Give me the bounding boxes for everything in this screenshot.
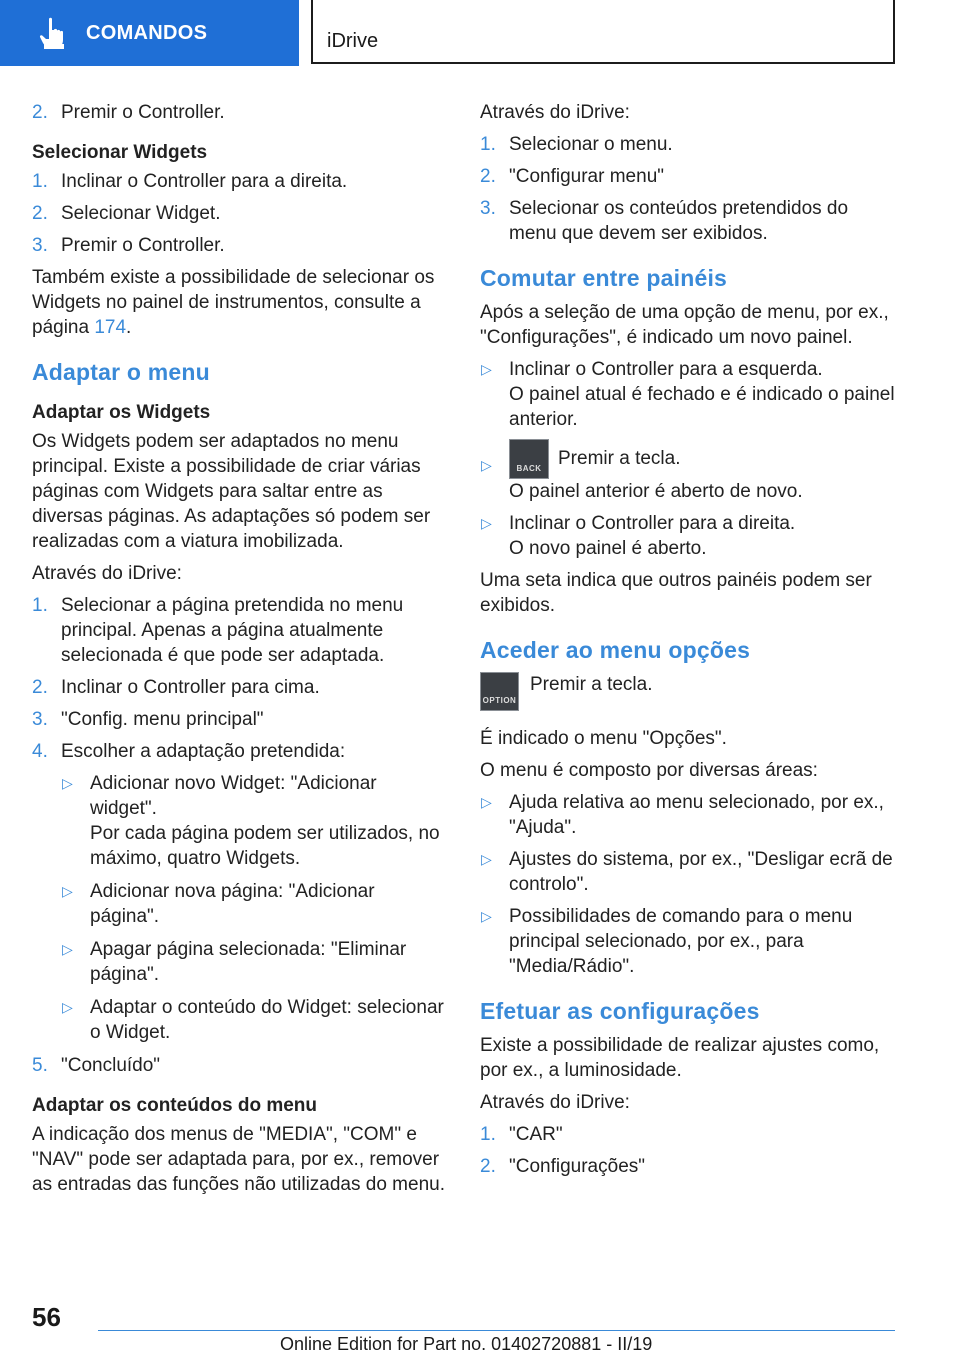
heading-adapt-widgets: Adaptar os Widgets bbox=[32, 402, 211, 423]
step-text: "Configurar menu" bbox=[509, 166, 665, 187]
paragraph: É indicado o menu "Opções". bbox=[480, 728, 727, 749]
bullet-text: Ajustes do sistema, por ex., "Desligar ecrã de controlo". bbox=[509, 849, 893, 895]
step-number: 1. bbox=[32, 171, 48, 192]
footer-edition: Online Edition for Part no. 01402720881 - II/19 bbox=[280, 1334, 653, 1354]
step-item bbox=[32, 675, 448, 700]
step-item bbox=[32, 201, 448, 226]
bullet-note: O novo painel é aberto. bbox=[509, 538, 707, 559]
triangle-bullet-icon: ▷ bbox=[481, 515, 492, 531]
step-item bbox=[32, 1053, 448, 1078]
page-header bbox=[0, 0, 960, 66]
step-number: 2. bbox=[32, 203, 48, 224]
option-note: Por cada página podem ser utilizados, no máximo, quatro Widgets. bbox=[90, 823, 440, 869]
step-text: Selecionar os conteúdos pretendidos do menu que devem ser exibidos. bbox=[509, 198, 849, 244]
triangle-bullet-icon: ▷ bbox=[481, 361, 492, 377]
adapt-widgets-steps bbox=[32, 593, 448, 1078]
step-item bbox=[480, 164, 896, 189]
option-key-text: Premir a tecla. bbox=[530, 674, 653, 695]
back-key-label: BACK bbox=[516, 464, 542, 473]
step-number: 2. bbox=[32, 677, 48, 698]
triangle-bullet-icon: ▷ bbox=[62, 941, 73, 957]
step-number: 3. bbox=[480, 198, 496, 219]
step-number: 3. bbox=[32, 709, 48, 730]
step-number: 3. bbox=[32, 235, 48, 256]
option-key-label: OPTION bbox=[482, 696, 517, 705]
paragraph: Após a seleção de uma opção de menu, por ex., "Configurações", é indicado um novo painel. bbox=[480, 302, 889, 348]
step-text: Escolher a adaptação pretendida: bbox=[61, 741, 346, 762]
step-text: "Config. menu principal" bbox=[61, 709, 264, 730]
bullet-item bbox=[480, 357, 896, 432]
step-item bbox=[32, 169, 448, 194]
option-text: Adicionar novo Widget: "Adicionar widget". bbox=[90, 773, 377, 819]
triangle-bullet-icon: ▷ bbox=[481, 794, 492, 810]
step-text: Inclinar o Controller para a direita. bbox=[61, 171, 348, 192]
step-item bbox=[32, 233, 448, 258]
triangle-bullet-icon: ▷ bbox=[481, 457, 492, 473]
switch-panels-list bbox=[480, 357, 896, 561]
paragraph bbox=[32, 265, 448, 340]
option-item bbox=[61, 771, 448, 871]
right-column bbox=[480, 100, 896, 1186]
step-text: Premir o Controller. bbox=[61, 235, 225, 256]
paragraph: Através do iDrive: bbox=[480, 102, 630, 123]
triangle-bullet-icon: ▷ bbox=[481, 851, 492, 867]
step-number: 1. bbox=[480, 1124, 496, 1145]
options-areas-list bbox=[480, 790, 896, 979]
triangle-bullet-icon: ▷ bbox=[62, 999, 73, 1015]
bullet-item bbox=[480, 439, 896, 504]
paragraph: Uma seta indica que outros painéis podem ser exibidos. bbox=[480, 570, 872, 616]
step-item bbox=[32, 100, 448, 125]
bullet-text: Inclinar o Controller para a direita. bbox=[509, 513, 796, 534]
step-text: Premir o Controller. bbox=[61, 102, 225, 123]
step-number: 4. bbox=[32, 741, 48, 762]
settings-steps bbox=[480, 1122, 896, 1179]
heading-adapt-content: Adaptar os conteúdos do menu bbox=[32, 1095, 318, 1116]
bullet-text: Inclinar o Controller para a esquerda. bbox=[509, 359, 823, 380]
section-tab bbox=[311, 0, 895, 64]
option-text: Adicionar nova página: "Adicionar página". bbox=[90, 881, 375, 927]
page-link[interactable]: 174 bbox=[94, 317, 127, 338]
step-number: 1. bbox=[480, 134, 496, 155]
step-item bbox=[480, 1154, 896, 1179]
adaptation-options bbox=[61, 771, 448, 1045]
step-item bbox=[32, 707, 448, 732]
select-widgets-steps bbox=[32, 169, 448, 258]
step-item bbox=[480, 132, 896, 157]
step-item bbox=[32, 739, 448, 1045]
configure-menu-steps bbox=[480, 132, 896, 246]
footer-divider bbox=[98, 1330, 895, 1331]
paragraph: O menu é composto por diversas áreas: bbox=[480, 760, 818, 781]
bullet-text: Premir a tecla. bbox=[558, 448, 681, 470]
bullet-text: Ajuda relativa ao menu selecionado, por ex., "Ajuda". bbox=[509, 792, 884, 838]
step-item bbox=[480, 1122, 896, 1147]
bullet-item bbox=[480, 790, 896, 840]
bullet-item bbox=[480, 511, 896, 561]
step-item bbox=[32, 593, 448, 668]
heading-select-widgets: Selecionar Widgets bbox=[32, 142, 208, 163]
page-number: 56 bbox=[32, 1302, 61, 1332]
bullet-note: O painel atual é fechado e é indicado o painel anterior. bbox=[509, 384, 895, 430]
bullet-note: O painel anterior é aberto de novo. bbox=[509, 481, 803, 502]
step-text: Selecionar o menu. bbox=[509, 134, 673, 155]
bullet-item bbox=[480, 904, 896, 979]
step-number: 2. bbox=[32, 102, 48, 123]
commands-tab bbox=[0, 0, 299, 66]
pointing-hand-icon bbox=[38, 16, 68, 50]
step-number: 1. bbox=[32, 595, 48, 616]
step-text: "Concluído" bbox=[61, 1055, 161, 1076]
step-number: 5. bbox=[32, 1055, 48, 1076]
option-key-row bbox=[480, 672, 896, 716]
heading-switch-panels: Comutar entre painéis bbox=[480, 265, 728, 291]
option-item bbox=[61, 995, 448, 1045]
option-key-icon bbox=[480, 672, 519, 711]
step-number: 2. bbox=[480, 1156, 496, 1177]
bullet-text: Possibilidades de comando para o menu principal selecionado, por ex., para "Media/Rádio". bbox=[509, 906, 853, 977]
heading-adapt-menu: Adaptar o menu bbox=[32, 359, 210, 385]
heading-settings: Efetuar as configurações bbox=[480, 998, 760, 1024]
option-item bbox=[61, 879, 448, 929]
option-text: Apagar página selecionada: "Eliminar página". bbox=[90, 939, 407, 985]
paragraph-end: . bbox=[126, 317, 132, 338]
paragraph: Os Widgets podem ser adaptados no menu principal. Existe a possibilidade de criar várias páginas com Widgets para saltar entre as diversas páginas. As adaptações só podem ser realizadas com a viatura imobilizada. bbox=[32, 431, 431, 552]
paragraph-text: Também existe a possibilidade de selecionar os Widgets no painel de instrumentos, consulte a página bbox=[32, 267, 435, 338]
triangle-bullet-icon: ▷ bbox=[62, 775, 73, 791]
paragraph: Através do iDrive: bbox=[32, 563, 182, 584]
paragraph: A indicação dos menus de "MEDIA", "COM" e "NAV" pode ser adaptada para, por ex., remover as entradas das funções não utilizadas do menu. bbox=[32, 1124, 445, 1195]
triangle-bullet-icon: ▷ bbox=[62, 883, 73, 899]
step-text: Inclinar o Controller para cima. bbox=[61, 677, 320, 698]
step-text: Selecionar Widget. bbox=[61, 203, 221, 224]
paragraph: Existe a possibilidade de realizar ajustes como, por ex., a luminosidade. bbox=[480, 1035, 880, 1081]
commands-tab-label: COMANDOS bbox=[86, 22, 208, 44]
option-item bbox=[61, 937, 448, 987]
left-column bbox=[32, 100, 448, 1204]
section-tab-label: iDrive bbox=[327, 30, 379, 52]
step-item bbox=[480, 196, 896, 246]
paragraph: Através do iDrive: bbox=[480, 1092, 630, 1113]
step-number: 2. bbox=[480, 166, 496, 187]
back-key-icon bbox=[509, 439, 549, 479]
bullet-item bbox=[480, 847, 896, 897]
option-text: Adaptar o conteúdo do Widget: selecionar o Widget. bbox=[90, 997, 444, 1043]
step-text: "CAR" bbox=[509, 1124, 563, 1145]
step-text: "Configurações" bbox=[509, 1156, 646, 1177]
step-text: Selecionar a página pretendida no menu principal. Apenas a página atualmente selecionada é que pode ser adaptada. bbox=[61, 595, 404, 666]
triangle-bullet-icon: ▷ bbox=[481, 908, 492, 924]
heading-options-menu: Aceder ao menu opções bbox=[480, 637, 751, 663]
